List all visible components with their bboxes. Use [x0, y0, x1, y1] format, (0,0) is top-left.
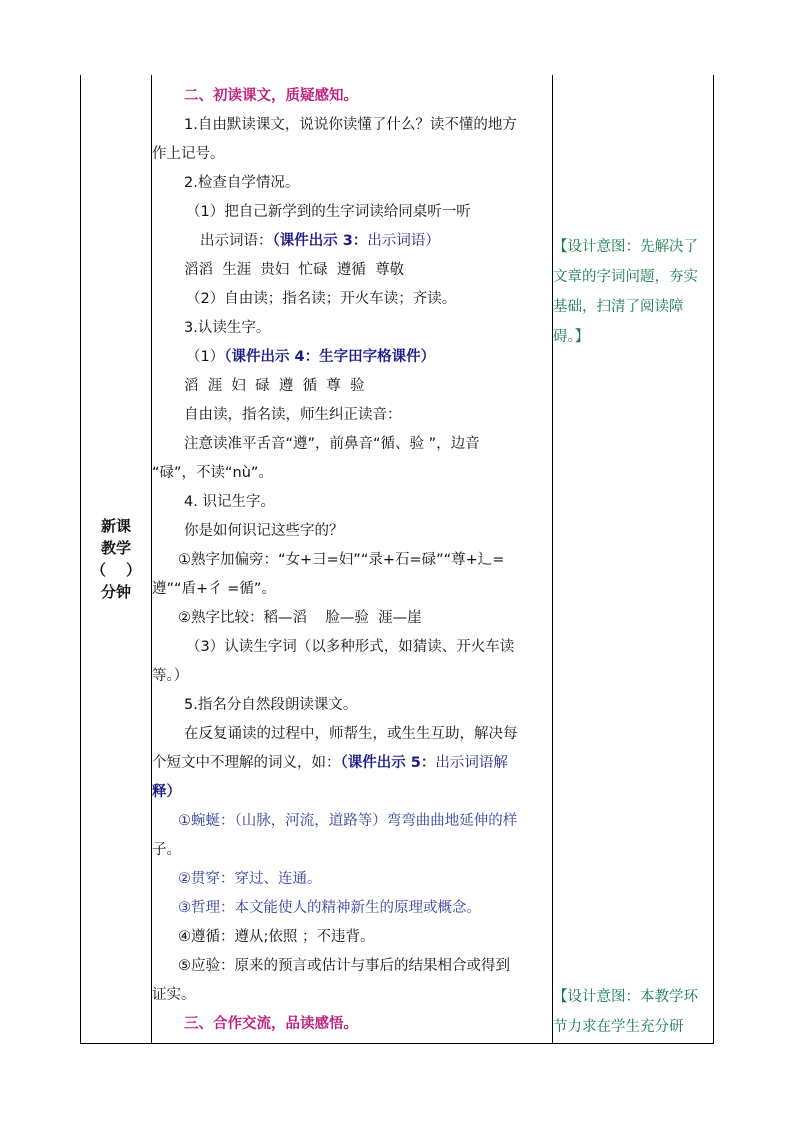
design-intent-note-1: [553, 232, 713, 352]
note1-line-4: 碍。】: [553, 329, 590, 345]
design-intent-note-2: [553, 982, 713, 1042]
item5-text-a: 在反复诵读的过程中，师帮生，或生生互助，解决每: [184, 726, 518, 742]
item4-method1-a: ①熟字加偏旁：“女+彐=妇”“录+石=碌”“尊+辶=: [178, 552, 505, 568]
definition-1-text: ①蜿蜒：（山脉，河流，道路等）弯弯曲曲地延伸的样: [178, 813, 518, 829]
definition-5-b: 证实。: [152, 987, 196, 1003]
courseware-note-3-end: 出示词语）: [367, 233, 440, 249]
note1-line-2: 文章的字词问题，夯实: [553, 269, 698, 285]
item4-sub3-b: 等。）: [152, 668, 189, 684]
note2-line-1: 【设计意图：本教学环: [553, 989, 698, 1005]
table-border-right: [713, 75, 714, 1044]
item4-question: 你是如何识记这些字的？: [184, 523, 344, 539]
row-label-line4: 分钟: [100, 583, 131, 601]
courseware-note-5: （课件出示 5：: [340, 755, 436, 771]
item5-text-c: 释）: [152, 784, 181, 800]
item3-note-a: 注意读准平舌音“遵”，前鼻音“循、验 ”，边音: [184, 436, 480, 452]
table-divider-2: [552, 75, 553, 1044]
table-bottom-border: [80, 1043, 714, 1044]
table-divider-1: [151, 75, 152, 1044]
note1-line-3: 基础，扫清了阅读障: [553, 299, 684, 315]
item2-heading: 2.检查自学情况。: [184, 175, 300, 191]
item2-sub2: （2）自由读；指名读；开火车读；齐读。: [186, 291, 457, 307]
row-label-duration-blank: [81, 559, 151, 581]
definition-1-b: 子。: [152, 842, 181, 858]
definition-4: ④遵循：遵从;依照 ；不违背。: [178, 929, 375, 945]
row-label-line1: 新课: [100, 517, 131, 535]
note1-line-1: 【设计意图：先解决了: [553, 239, 698, 255]
item1-text-a: 1.自由默读课文，说说你读懂了什么？读不懂的地方: [184, 117, 517, 133]
item4-heading: 4. 识记生字。: [184, 494, 275, 510]
item5-heading: 5.指名分自然段朗读课文。: [184, 697, 358, 713]
show-words-prefix: 出示词语：: [200, 233, 273, 249]
paren-close: ）: [125, 561, 141, 579]
definition-2: ②贯穿：穿过、连通。: [178, 871, 322, 887]
item1-line-a: [152, 115, 552, 135]
item3-read: 自由读，指名读，师生纠正读音：: [184, 407, 402, 423]
item3-sub1-prefix: （1）: [186, 349, 225, 365]
definition-1-a: [178, 811, 517, 831]
item1-line-b: 作上记号。: [152, 146, 225, 162]
row-label-line2: 教学: [100, 539, 131, 557]
paren-open: （: [91, 561, 107, 579]
new-characters: 滔 涯 妇 碌 遵 循 尊 验: [184, 378, 365, 394]
item4-method2: ②熟字比较：稻—滔 脸—验 涯—崖: [178, 610, 422, 626]
item3-heading: 3.认读生字。: [184, 320, 271, 336]
item2-show-words: [200, 231, 440, 251]
vocab-words: 滔滔 生涯 贵妇 忙碌 遵循 尊敬: [184, 262, 405, 278]
section3-title: 三、合作交流，品读感悟。: [184, 1016, 358, 1032]
item5-text-b: [152, 753, 508, 773]
item5-text-b-prefix: 个短文中不理解的词义，如：: [152, 755, 341, 771]
courseware-note-5-end: 出示词语解: [435, 755, 508, 771]
courseware-note-4: （课件出示 4：生字田字格课件）: [224, 349, 436, 365]
row-label: [81, 515, 151, 603]
item3-note-b: “碌”，不读“nù”。: [152, 465, 273, 481]
item3-sub1: [186, 347, 435, 367]
item4-sub3-a: （3）认读生字词（以多种形式，如猜读、开火车读: [186, 639, 515, 655]
definition-3: ③哲理：本文能使人的精神新生的原理或概念。: [178, 900, 481, 916]
section2-title: 二、初读课文，质疑感知。: [184, 88, 358, 104]
courseware-note-3: （课件出示 3：: [272, 233, 368, 249]
definition-5-a: ⑤应验：原来的预言或估计与事后的结果相合或得到: [178, 958, 510, 974]
note2-line-2: 节力求在学生充分研: [553, 1019, 684, 1035]
item2-sub1: （1）把自己新学到的生字词读给同桌听一听: [186, 204, 471, 220]
item4-method1-b: 遵”“盾+彳 =循”。: [152, 581, 276, 597]
